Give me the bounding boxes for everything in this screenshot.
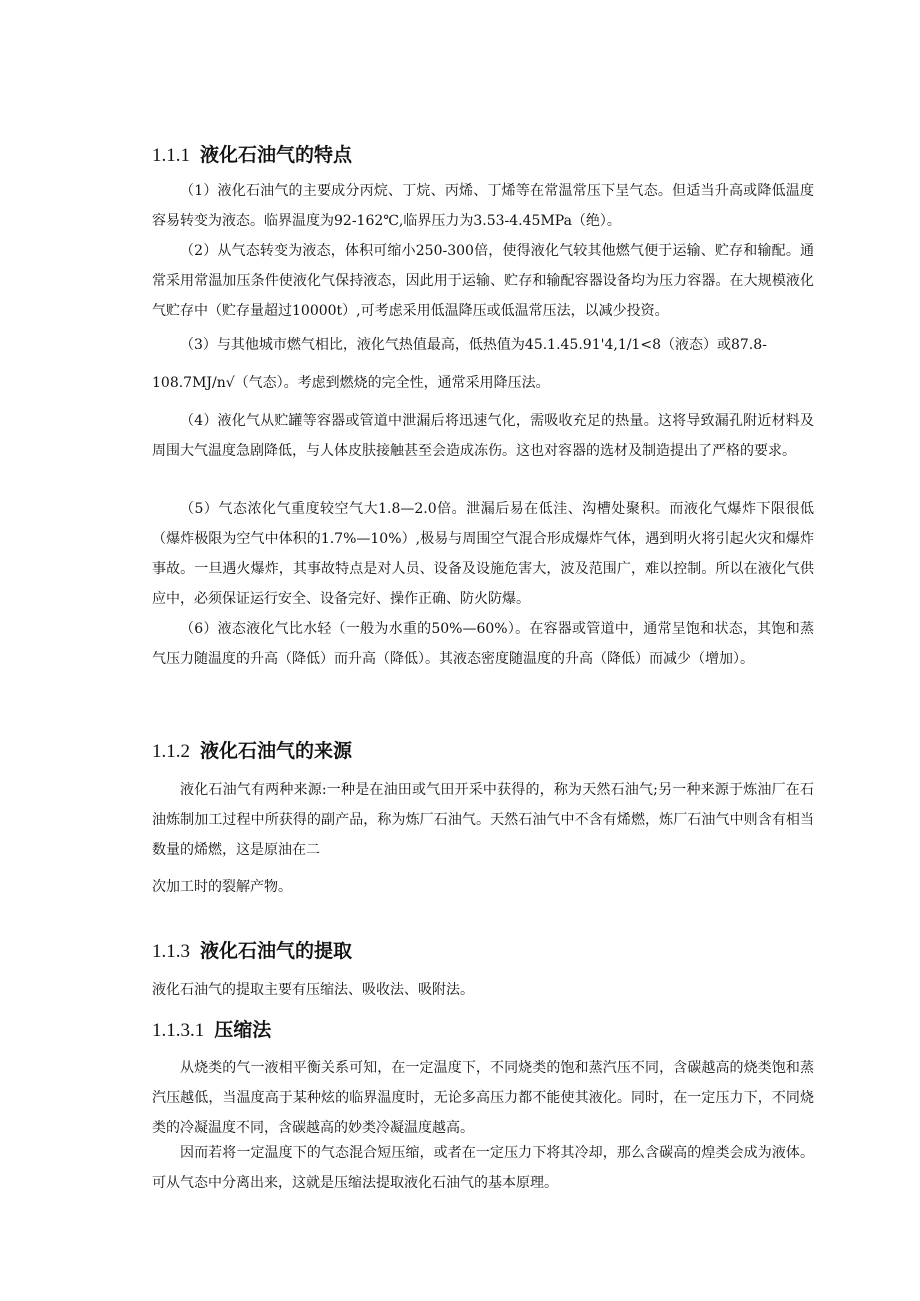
section-heading-1-1-2 <box>152 739 352 764</box>
paragraph-3-continued: 108.7MJ/n√（气态）。考虑到燃烧的完全性，通常采用降压法。 <box>152 375 550 391</box>
section-title: 液化石油气的来源 <box>200 740 353 762</box>
section-title: 液化石油气的特点 <box>200 144 353 166</box>
paragraph-2: （2）从气态转变为液态，体积可缩小250-300倍，使得液化气较其他燃气便于运输、贮存和输配。通常采用常温加压条件使液化气保持液态，因此用于运输、贮存和输配容器设备均为压力容器。在大规模液化气贮存中（贮存量超过10000t）,可考虑采用低温降压或低温常压法，以减少投资。 <box>152 243 814 319</box>
section-heading-1-1-1 <box>152 143 352 168</box>
section-number: 1.1.3.1 <box>152 1020 205 1041</box>
section-heading-1-1-3 <box>152 939 352 964</box>
section-number: 1.1.3 <box>152 941 190 962</box>
paragraph-compression-1: 从烧类的气一液相平衡关系可知，在一定温度下，不同烧类的饱和蒸汽压不同，含碳越高的烧类饱和蒸汽压越低，当温度高于某种炫的临界温度时，无论多高压力都不能使其液化。同时，在一定压力下，不同烧类的冷凝温度不同，含碳越高的妙类冷凝温度越高。 <box>152 1060 814 1136</box>
paragraph-compression-2: 因而若将一定温度下的气态混合短压缩，或者在一定压力下将其冷却，那么含碳高的煌类会成为液体。可从气态中分离出来，这就是压缩法提取液化石油气的基本原理。 <box>152 1145 814 1191</box>
paragraph-1: （1）液化石油气的主要成分丙烷、丁烷、丙烯、丁烯等在常温常压下呈气态。但适当升高或降低温度容易转变为液态。临界温度为92-162℃,临界压力为3.53-4.45MPa（绝）。 <box>152 183 814 229</box>
paragraph-6: （6）液态液化气比水轻（一般为水重的50%—60%）。在容器或管道中，通常呈饱和状态，其饱和蒸气压力随温度的升高（降低）而升高（降低）。其液态密度随温度的升高（降低）而减少（增加）。 <box>152 621 814 667</box>
section-number: 1.1.1 <box>152 145 190 166</box>
section-heading-1-1-3-1 <box>152 1018 271 1043</box>
paragraph-4: （4）液化气从贮罐等容器或管道中泄漏后将迅速气化，需吸收充足的热量。这将导致漏孔附近材料及周围大气温度急剧降低，与人体皮肤接触甚至会造成冻伤。这也对容器的选材及制造提出了严格的要求。 <box>152 413 814 459</box>
section-number: 1.1.2 <box>152 741 190 762</box>
paragraph-3: （3）与其他城市燃气相比，液化气热值最高，低热值为45.1.45.91'4,1/1<8（液态）或87.8- <box>180 337 767 353</box>
section-title: 压缩法 <box>214 1019 272 1041</box>
section-title: 液化石油气的提取 <box>200 940 353 962</box>
paragraph-extraction: 液化石油气的提取主要有压缩法、吸收法、吸附法。 <box>152 982 474 998</box>
paragraph-source: 液化石油气有两种来源:一种是在油田或气田开采中获得的，称为天然石油气;另一种来源于炼油厂在石油炼制加工过程中所获得的副产品，称为炼厂石油气。天然石油气中不含有烯燃，炼厂石油气中则含有相当数量的烯燃，这是原油在二 <box>152 782 814 858</box>
paragraph-5: （5）气态浓化气重度较空气大1.8—2.0倍。泄漏后易在低洼、沟槽处聚积。而液化气爆炸下限很低（爆炸极限为空气中体积的1.7%—10%）,极易与周围空气混合形成爆炸气体，遇到明火将引起火灾和爆炸事故。一旦遇火爆炸，其事故特点是对人员、设备及设施危害大，波及范围广，难以控制。所以在液化气供应中，必须保证运行安全、设备完好、操作正确、防火防爆。 <box>152 501 814 607</box>
paragraph-source-continued: 次加工时的裂解产物。 <box>152 879 292 895</box>
